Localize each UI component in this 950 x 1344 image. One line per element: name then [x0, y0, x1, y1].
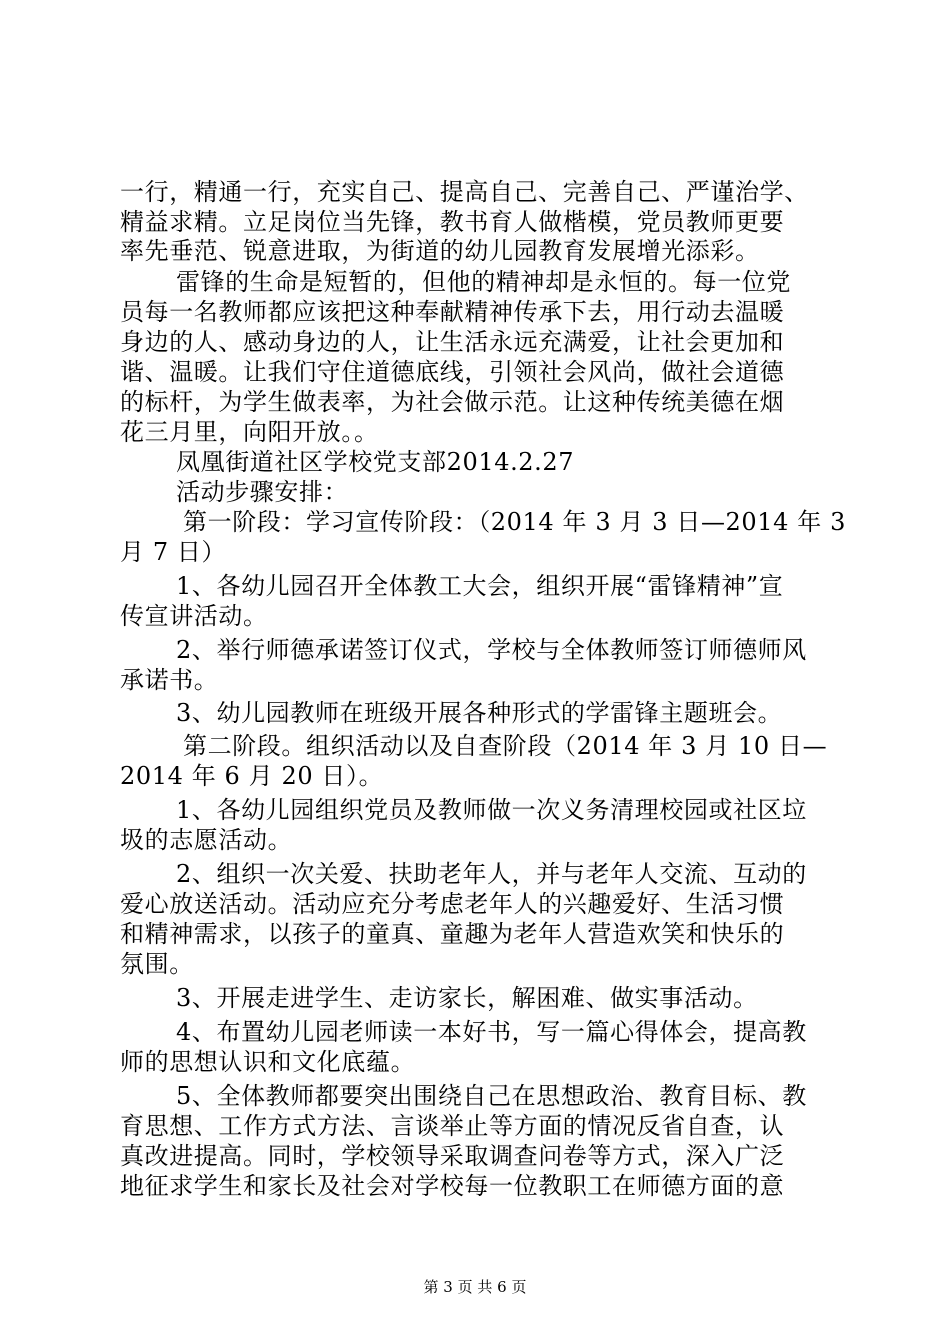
text-line: 精益求精。立足岗位当先锋，教书育人做楷模，党员教师更要	[120, 208, 785, 236]
list-item: 5、全体教师都要突出围绕自己在思想政治、教育目标、教	[176, 1082, 807, 1110]
text-line: 和精神需求，以孩子的童真、童趣为老年人营造欢笑和快乐的	[120, 920, 785, 948]
text-line: 员每一名教师都应该把这种奉献精神传承下去，用行动去温暖	[120, 298, 785, 326]
section-heading: 活动步骤安排：	[176, 478, 349, 506]
list-item: 3、开展走进学生、走访家长，解困难、做实事活动。	[176, 984, 758, 1012]
text-line: 2014 年 6 月 20 日）。	[120, 762, 384, 790]
text-line: 真改进提高。同时，学校领导采取调查问卷等方式，深入广泛	[120, 1142, 785, 1170]
phase-heading: 第一阶段：学习宣传阶段：（2014 年 3 月 3 日—2014 年 3	[183, 508, 846, 536]
text-line: 氛围。	[120, 950, 194, 978]
text-line: 育思想、工作方式方法、言谈举止等方面的情况反省自查，认	[120, 1112, 785, 1140]
text-line: 谐、温暖。让我们守住道德底线，引领社会风尚，做社会道德	[120, 358, 785, 386]
text-line: 雷锋的生命是短暂的，但他的精神却是永恒的。每一位党	[176, 268, 791, 296]
list-item: 2、举行师德承诺签订仪式，学校与全体教师签订师德师风	[176, 636, 807, 664]
list-item: 1、各幼儿园组织党员及教师做一次义务清理校园或社区垃	[176, 796, 807, 824]
list-item: 2、组织一次关爱、扶助老年人，并与老年人交流、互动的	[176, 860, 807, 888]
text-line: 花三月里，向阳开放。。	[120, 418, 379, 446]
list-item: 1、各幼儿园召开全体教工大会，组织开展“雷锋精神”宣	[176, 572, 784, 600]
text-line: 一行，精通一行，充实自己、提高自己、完善自己、严谨治学、	[120, 178, 809, 206]
text-line: 月 7 日）	[120, 538, 227, 566]
text-line: 率先垂范、锐意进取，为街道的幼儿园教育发展增光添彩。	[120, 237, 760, 265]
text-line: 身边的人、感动身边的人，让生活永远充满爱，让社会更加和	[120, 328, 785, 356]
text-line: 传宣讲活动。	[120, 602, 268, 630]
list-item: 4、布置幼儿园老师读一本好书，写一篇心得体会，提高教	[176, 1018, 807, 1046]
text-line: 地征求学生和家长及社会对学校每一位教职工在师德方面的意	[120, 1172, 785, 1200]
text-line: 圾的志愿活动。	[120, 826, 293, 854]
signature-line: 凤凰街道社区学校党支部2014.2.27	[176, 448, 575, 476]
text-line: 的标杆，为学生做表率，为社会做示范。让这种传统美德在烟	[120, 388, 785, 416]
list-item: 3、幼儿园教师在班级开展各种形式的学雷锋主题班会。	[176, 699, 783, 727]
page-number-footer: 第 3 页 共 6 页	[423, 1278, 527, 1296]
text-line: 承诺书。	[120, 666, 219, 694]
text-line: 师的思想认识和文化底蕴。	[120, 1048, 416, 1076]
text-line: 爱心放送活动。活动应充分考虑老年人的兴趣爱好、生活习惯	[120, 890, 785, 918]
phase-heading: 第二阶段。组织活动以及自查阶段（2014 年 3 月 10 日—	[183, 732, 828, 760]
